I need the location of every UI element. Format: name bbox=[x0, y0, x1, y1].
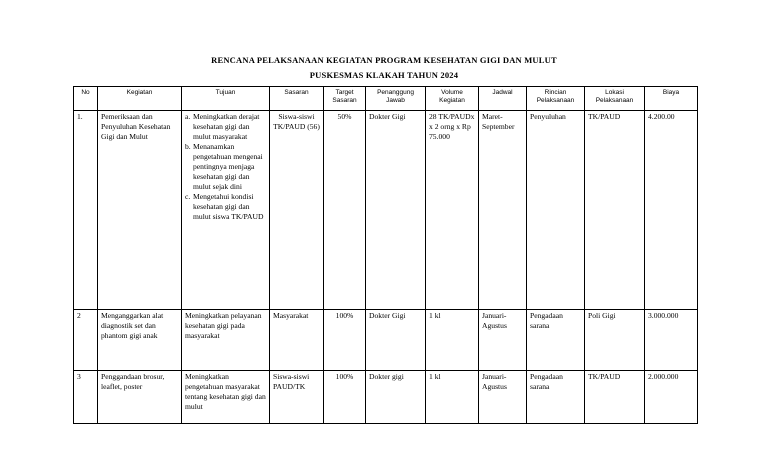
cell-no: 3 bbox=[74, 371, 98, 424]
cell-sasaran: Masyarakat bbox=[270, 310, 324, 371]
cell-sasaran: Siswa-siswi PAUD/TK bbox=[270, 371, 324, 424]
tujuan-item bbox=[185, 112, 266, 142]
header-jadwal: Jadwal bbox=[479, 87, 527, 111]
table-row bbox=[74, 310, 698, 371]
cell-penanggung: Dokter Gigi bbox=[366, 111, 426, 310]
cell-kegiatan: Pemeriksaan dan Penyuluhan Kesehatan Gigi dan Mulut bbox=[98, 111, 182, 310]
cell-lokasi: Poli Gigi bbox=[585, 310, 645, 371]
header-penanggung: Penanggung Jawab bbox=[366, 87, 426, 111]
tujuan-item bbox=[185, 192, 266, 222]
header-lokasi: Lokasi Pelaksanaan bbox=[585, 87, 645, 111]
document-title: RENCANA PELAKSANAAN KEGIATAN PROGRAM KESEHATAN GIGI DAN MULUT bbox=[211, 55, 557, 65]
header-target: Target Sasaran bbox=[324, 87, 366, 111]
cell-tujuan: Meningkatkan pelayanan kesehatan gigi pada masyarakat bbox=[182, 310, 270, 371]
header-rincian: Rincian Pelaksanaan bbox=[527, 87, 585, 111]
cell-rincian: Penyuluhan bbox=[527, 111, 585, 310]
cell-biaya: 2.000.000 bbox=[645, 371, 698, 424]
cell-tujuan: Meningkatkan pengetahuan masyarakat tentang kesehatan gigi dan mulut bbox=[182, 371, 270, 424]
cell-jadwal: Maret-September bbox=[479, 111, 527, 310]
cell-lokasi: TK/PAUD bbox=[585, 371, 645, 424]
cell-lokasi: TK/PAUD bbox=[585, 111, 645, 310]
cell-kegiatan: Menganggarkan alat diagnostik set dan phantom gigi anak bbox=[98, 310, 182, 371]
tujuan-item-text: Menanamkan pengetahuan mengenai pentingnya menjaga kesehatan gigi dan mulut sejak dini bbox=[193, 142, 263, 191]
cell-sasaran: Siswa-siswi TK/PAUD (56) bbox=[270, 111, 324, 310]
tujuan-item-marker: b. bbox=[185, 142, 191, 151]
cell-rincian: Pengadaan sarana bbox=[527, 371, 585, 424]
cell-no: 2 bbox=[74, 310, 98, 371]
header-tujuan: Tujuan bbox=[182, 87, 270, 111]
cell-penanggung: Dokter gigi bbox=[366, 371, 426, 424]
header-biaya: Biaya bbox=[645, 87, 698, 111]
header-kegiatan: Kegiatan bbox=[98, 87, 182, 111]
tujuan-item bbox=[185, 142, 266, 192]
cell-target: 50% bbox=[324, 111, 366, 310]
header-no: No bbox=[74, 87, 98, 111]
cell-biaya: 3.000.000 bbox=[645, 310, 698, 371]
cell-jadwal: Januari-Agustus bbox=[479, 371, 527, 424]
table-row bbox=[74, 111, 698, 310]
cell-target: 100% bbox=[324, 310, 366, 371]
cell-no: 1. bbox=[74, 111, 98, 310]
tujuan-item-text: Mengetahui kondisi kesehatan gigi dan mulut siswa TK/PAUD bbox=[193, 192, 264, 221]
cell-biaya: 4.200.00 bbox=[645, 111, 698, 310]
table-row bbox=[74, 371, 698, 424]
tujuan-item-marker: c. bbox=[185, 192, 191, 201]
cell-volume: 1 kl bbox=[426, 371, 479, 424]
cell-tujuan bbox=[182, 111, 270, 310]
table-header-row bbox=[74, 87, 698, 111]
cell-kegiatan: Penggandaan brosur, leaflet, poster bbox=[98, 371, 182, 424]
header-volume: Volume Kegiatan bbox=[426, 87, 479, 111]
cell-volume: 28 TK/PAUDx x 2 orng x Rp 75.000 bbox=[426, 111, 479, 310]
tujuan-item-text: Meningkatkan derajat kesehatan gigi dan mulut masyarakat bbox=[193, 112, 260, 141]
document-subtitle: PUSKESMAS KLAKAH TAHUN 2024 bbox=[309, 70, 459, 80]
activity-plan-table bbox=[73, 86, 698, 424]
cell-penanggung: Dokter Gigi bbox=[366, 310, 426, 371]
tujuan-item-marker: a. bbox=[185, 112, 191, 121]
header-sasaran: Sasaran bbox=[270, 87, 324, 111]
cell-rincian: Pengadaan sarana bbox=[527, 310, 585, 371]
cell-volume: 1 kl bbox=[426, 310, 479, 371]
cell-jadwal: Januari-Agustus bbox=[479, 310, 527, 371]
cell-target: 100% bbox=[324, 371, 366, 424]
